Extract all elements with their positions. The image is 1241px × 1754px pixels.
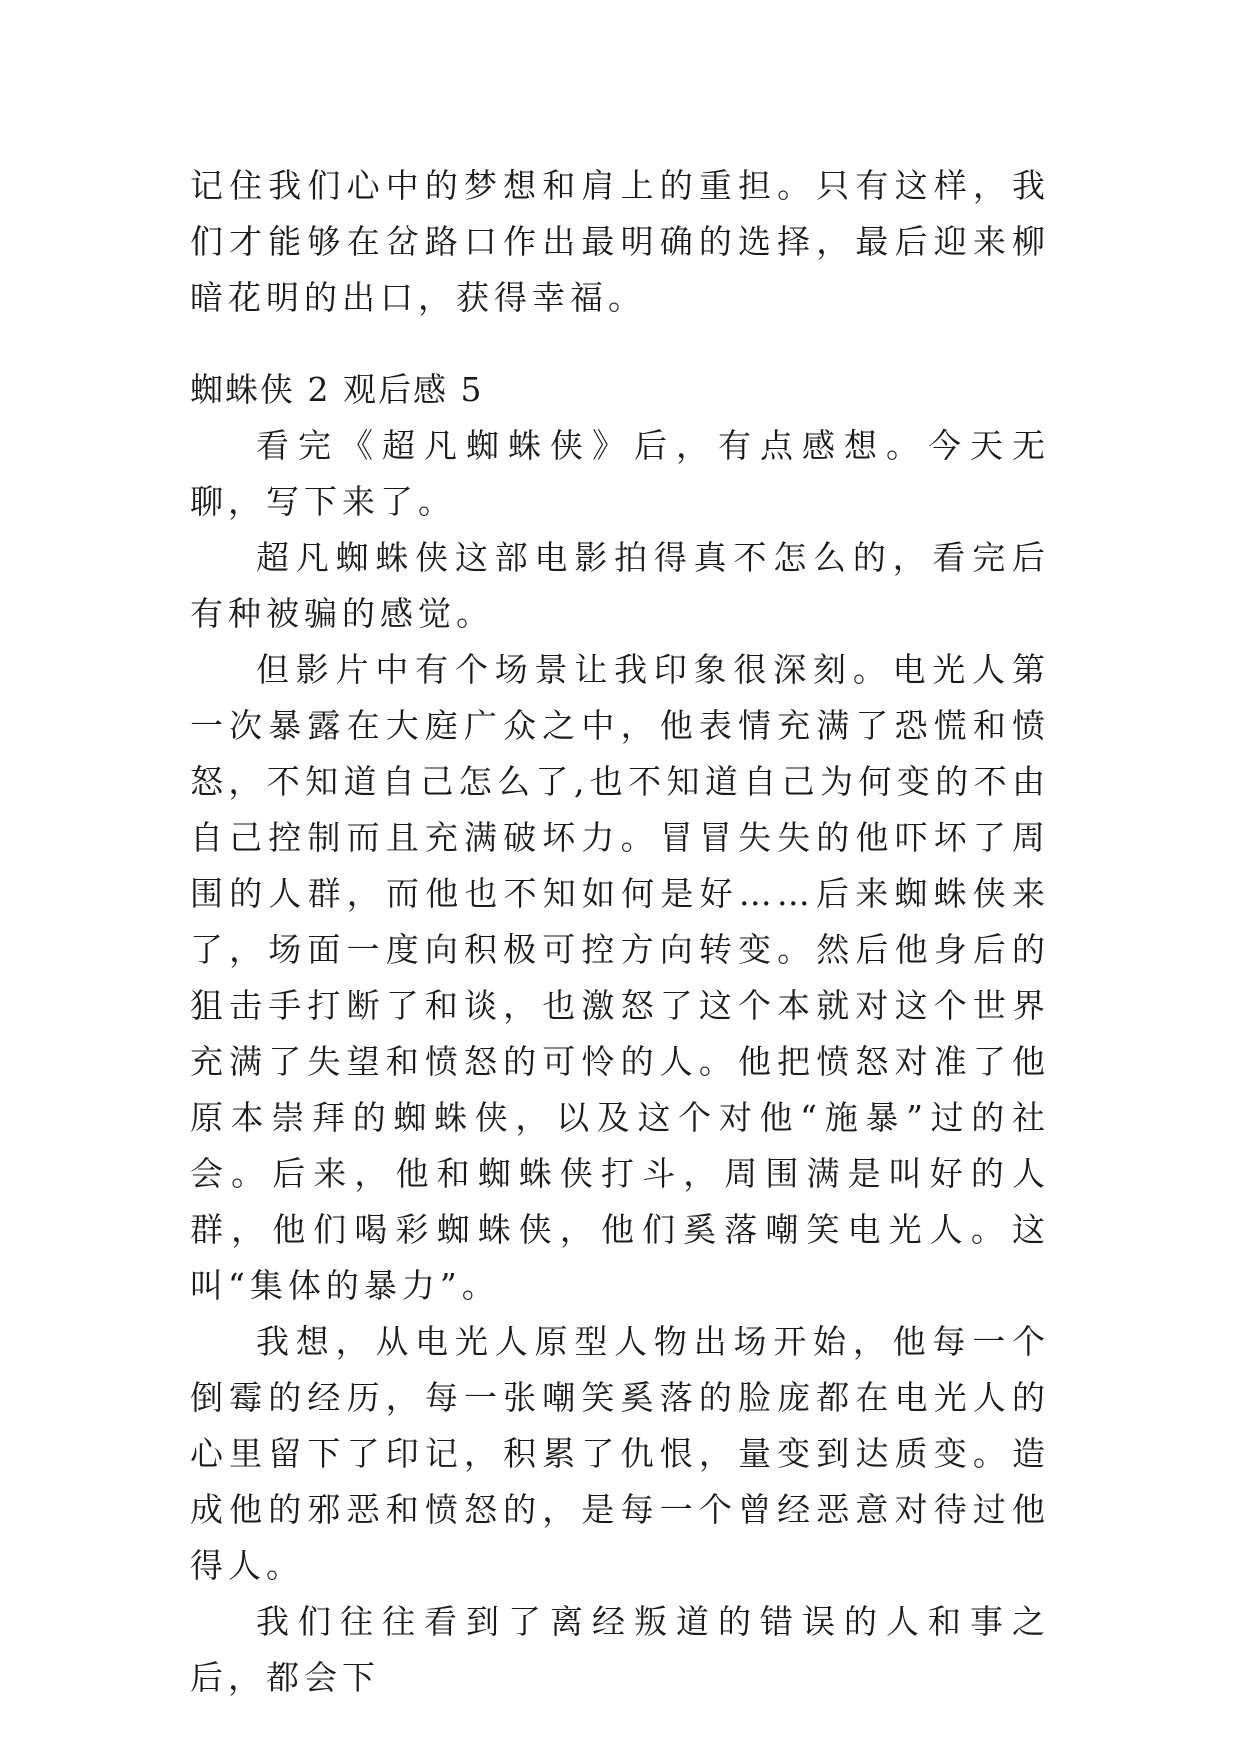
document-page — [190, 158, 1050, 1706]
section-title: 蜘蛛侠 2 观后感 5 — [190, 370, 484, 409]
opening-paragraph: 记住我们心中的梦想和肩上的重担。只有这样，我们才能够在岔路口作出最明确的选择，最后迎来柳暗花明的出口，获得幸福。 — [190, 166, 1050, 317]
paragraph-2: 超凡蜘蛛侠这部电影拍得真不怎么的，看完后有种被骗的感觉。 — [190, 538, 1050, 633]
paragraph-1: 看完《超凡蜘蛛侠》后，有点感想。今天无聊，写下来了。 — [190, 426, 1050, 521]
paragraph-3: 但影片中有个场景让我印象很深刻。电光人第一次暴露在大庭广众之中，他表情充满了恐慌和愤怒，不知道自己怎么了,也不知道自己为何变的不由自己控制而且充满破坏力。冒冒失失的他吓坏了周围的人群，而他也不知如何是好……后来蜘蛛侠来了，场面一度向积极可控方向转变。然后他身后的狙击手打断了和谈，也激怒了这个本就对这个世界充满了失望和愤怒的可怜的人。他把愤怒对准了他原本崇拜的蜘蛛侠，以及这个对他“施暴”过的社会。后来，他和蜘蛛侠打斗，周围满是叫好的人群，他们喝彩蜘蛛侠，他们奚落嘲笑电光人。这叫“集体的暴力”。 — [190, 650, 1050, 1305]
paragraph-4: 我想，从电光人原型人物出场开始，他每一个倒霉的经历，每一张嘲笑奚落的脸庞都在电光人的心里留下了印记，积累了仇恨，量变到达质变。造成他的邪恶和愤怒的，是每一个曾经恶意对待过他得人。 — [190, 1322, 1050, 1585]
paragraph-5: 我们往往看到了离经叛道的错误的人和事之后，都会下 — [190, 1602, 1050, 1697]
